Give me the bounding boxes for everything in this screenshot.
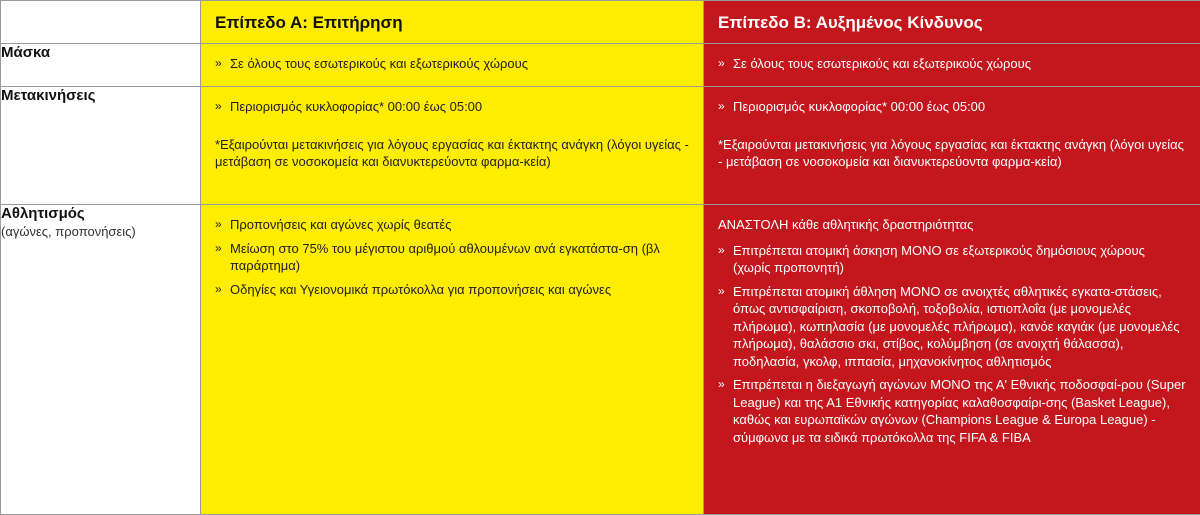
bullet-marker-icon: »: [718, 56, 725, 70]
mask-row: [1, 44, 1200, 87]
sports-level-b-intro: ΑΝΑΣΤΟΛΗ κάθε αθλητικής δραστηριότητας: [718, 217, 974, 232]
list-item: » Οδηγίες και Υγειονομικά πρωτόκολλα για προπονήσεις και αγώνες: [215, 281, 612, 297]
movement-level-b-cell: [704, 87, 1200, 205]
header-corner: [1, 1, 201, 44]
sports-row: [1, 205, 1200, 515]
level-b-title: Επίπεδο Β: Αυξημένος Κίνδυνος: [718, 13, 983, 32]
list-item: » Επιτρέπεται η διεξαγωγή αγώνων ΜΟΝΟ της Α' Εθνικής ποδοσφαί-ρου (Super League) και της Α1 Εθνικής κατηγορίας καλαθοσφαίρι-σης (Basket League), καθώς και ευρωπαϊκών αγώνων (Champions League & Europa League) - σύμφωνα με τα ειδικά πρωτόκολλα της FIFA & FIBA: [718, 377, 1186, 445]
list-item: » Μείωση στο 75% του μέγιστου αριθμού αθλουμένων ανά εγκατάστα-ση (βλ παράρτημα): [215, 240, 660, 273]
list-item: » Σε όλους τους εσωτερικούς και εξωτερικούς χώρους: [718, 56, 1032, 71]
sports-sublabel: (αγώνες, προπονήσεις): [1, 224, 136, 239]
sports-label: Αθλητισμός: [1, 205, 85, 222]
level-a-header: [201, 1, 704, 44]
movement-level-a-note: *Εξαιρούνται μετακινήσεις για λόγους εργασίας και έκτακτης ανάγκη (λόγοι υγείας - μετάβαση σε νοσοκομεία και διανυκτερεύοντα φαρμα-κεία): [215, 136, 689, 169]
bullet-marker-icon: »: [215, 281, 222, 296]
mask-level-b-cell: [704, 44, 1200, 87]
list-item: » Σε όλους τους εσωτερικούς και εξωτερικούς χώρους: [215, 56, 529, 71]
bullet-marker-icon: »: [215, 99, 222, 113]
list-item: » Επιτρέπεται ατομική άθληση ΜΟΝΟ σε ανοιχτές αθλητικές εγκατα-στάσεις, όπως αντισφαίριση, σκοποβολή, τοξοβολία, ιστιοπλοΐα (με μονομελές πλήρωμα), κωπηλασία (με μονομελές πλήρωμα), κανόε καγιάκ (με μονομελές πλήρωμα), θαλάσσιο σκι, στίβος, κολύμβηση (σε ανοιχτή θάλασσα), ποδηλασία, γκολφ, ιππασία, μηχανοκίνητος αθλητισμός: [718, 283, 1180, 369]
level-b-header: [704, 1, 1200, 44]
bullet-marker-icon: »: [718, 242, 725, 257]
movement-level-a-cell: [201, 87, 704, 205]
list-item: » Επιτρέπεται ατομική άσκηση ΜΟΝΟ σε εξωτερικούς δημόσιους χώρους (χωρίς προπονητή): [718, 242, 1145, 275]
list-item: » Προπονήσεις και αγώνες χωρίς θεατές: [215, 217, 452, 232]
bullet-marker-icon: »: [718, 377, 725, 391]
level-a-title: Επίπεδο Α: Επιτήρηση: [215, 13, 403, 32]
bullet-marker-icon: »: [215, 56, 222, 70]
movement-row: [1, 87, 1200, 205]
list-item: » Περιορισμός κυκλοφορίας* 00:00 έως 05:00: [215, 99, 483, 114]
mask-level-a-cell: [201, 44, 704, 87]
sports-level-b-cell: [704, 205, 1200, 515]
sports-level-a-cell: [201, 205, 704, 515]
movement-label-cell: [1, 87, 201, 205]
bullet-marker-icon: »: [215, 240, 222, 255]
movement-level-b-note: *Εξαιρούνται μετακινήσεις για λόγους εργασίας και έκτακτης ανάγκη (λόγοι υγείας - μετάβαση σε νοσοκομεία και διανυκτερεύοντα φαρμα-κεία): [718, 136, 1184, 169]
bullet-marker-icon: »: [215, 217, 222, 231]
bullet-marker-icon: »: [718, 283, 725, 298]
mask-label: Μάσκα: [1, 44, 51, 61]
mask-label-cell: [1, 44, 201, 87]
movement-label: Μετακινήσεις: [1, 87, 96, 104]
bullet-marker-icon: »: [718, 99, 725, 113]
header-row: [1, 1, 1200, 44]
list-item: » Περιορισμός κυκλοφορίας* 00:00 έως 05:00: [718, 99, 986, 114]
sports-label-cell: [1, 205, 201, 515]
